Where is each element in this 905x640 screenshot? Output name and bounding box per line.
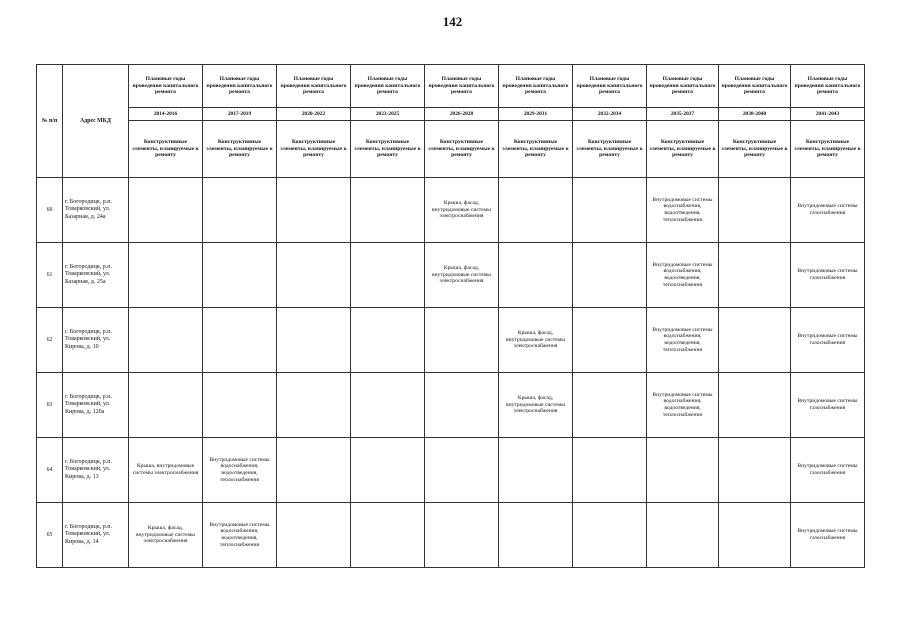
table-row xyxy=(37,503,865,568)
period-header: Плановые годы проведения капитального ремонта xyxy=(791,65,865,108)
address-header: Адрес МКД xyxy=(63,65,129,178)
table-cell: Крыша, фасад, внутридомовые системы электроснабжения xyxy=(129,503,203,568)
table-cell xyxy=(351,373,425,438)
elements-header: Конструктивные элементы, планируемые к ремонту xyxy=(573,121,647,178)
years-header: 2032-2034 xyxy=(573,108,647,121)
table-cell: Внутридомовые системы газоснабжения xyxy=(791,178,865,243)
row-address: г. Богородицк, р.п. Товарковский, ул. Кирова, д. 10 xyxy=(63,308,129,373)
table-cell: Внутридомовые системы газоснабжения xyxy=(791,308,865,373)
table-cell xyxy=(719,308,791,373)
header-row-years xyxy=(37,108,865,121)
table-cell: Внутридомовые системы газоснабжения xyxy=(791,243,865,308)
table-cell xyxy=(203,308,277,373)
table-cell xyxy=(351,308,425,373)
table-cell xyxy=(719,503,791,568)
table-row xyxy=(37,438,865,503)
table-cell xyxy=(277,438,351,503)
period-header: Плановые годы проведения капитального ремонта xyxy=(647,65,719,108)
table-cell: Внутридомовые системы газоснабжения xyxy=(791,373,865,438)
table-cell xyxy=(277,373,351,438)
table-cell xyxy=(203,243,277,308)
table-cell xyxy=(129,178,203,243)
period-header: Плановые годы проведения капитального ремонта xyxy=(425,65,499,108)
table-cell xyxy=(425,438,499,503)
table-cell xyxy=(719,243,791,308)
table-cell: Внутридомовые системы водоснабжения, водоотведения, теплоснабжения xyxy=(203,503,277,568)
years-header: 2014-2016 xyxy=(129,108,203,121)
table-cell xyxy=(573,178,647,243)
table-cell xyxy=(203,178,277,243)
num-header: № п/п xyxy=(37,65,63,178)
row-address: г. Богородицк, р.п. Товарковский, ул. Кирова, д. 13 xyxy=(63,438,129,503)
elements-header: Конструктивные элементы, планируемые к ремонту xyxy=(499,121,573,178)
table-cell: Крыша, фасад, внутридомовые системы электроснабжения xyxy=(499,373,573,438)
table-row xyxy=(37,178,865,243)
table-cell xyxy=(351,438,425,503)
row-address: г. Богородицк, р.п. Товарковский, ул. Кирова, д. 120а xyxy=(63,373,129,438)
years-header: 2020-2022 xyxy=(277,108,351,121)
years-header: 2029-2031 xyxy=(499,108,573,121)
page-number: 142 xyxy=(442,14,463,29)
table-cell: Внутридомовые системы газоснабжения xyxy=(791,438,865,503)
period-header: Плановые годы проведения капитального ремонта xyxy=(351,65,425,108)
table-cell xyxy=(573,438,647,503)
row-number: 65 xyxy=(37,503,63,568)
table-cell xyxy=(129,308,203,373)
table-cell xyxy=(499,243,573,308)
table-cell xyxy=(647,503,719,568)
table-cell xyxy=(203,373,277,438)
table-row xyxy=(37,243,865,308)
elements-header: Конструктивные элементы, планируемые к ремонту xyxy=(425,121,499,178)
table-cell xyxy=(719,178,791,243)
period-header: Плановые годы проведения капитального ремонта xyxy=(203,65,277,108)
table-cell: Внутридомовые системы водоснабжения, водоотведения, теплоснабжения xyxy=(647,308,719,373)
table-cell: Внутридомовые системы водоснабжения, водоотведения, теплоснабжения xyxy=(203,438,277,503)
table-cell xyxy=(719,438,791,503)
elements-header: Конструктивные элементы, планируемые к ремонту xyxy=(277,121,351,178)
row-number: 63 xyxy=(37,373,63,438)
table-cell: Крыша, внутридомовые системы электроснабжения xyxy=(129,438,203,503)
period-header: Плановые годы проведения капитального ремонта xyxy=(277,65,351,108)
table-cell xyxy=(425,503,499,568)
years-header: 2041-2043 xyxy=(791,108,865,121)
table-cell xyxy=(425,373,499,438)
years-header: 2035-2037 xyxy=(647,108,719,121)
table-cell xyxy=(351,243,425,308)
header-row-period xyxy=(37,65,865,108)
row-number: 61 xyxy=(37,243,63,308)
table-cell xyxy=(277,178,351,243)
table-cell xyxy=(277,308,351,373)
row-address: г. Богородицк, р.п. Товарковский, ул. Базарная, д. 25а xyxy=(63,243,129,308)
table-cell: Внутридомовые системы водоснабжения, водоотведения, теплоснабжения xyxy=(647,373,719,438)
table-cell xyxy=(499,438,573,503)
table-cell xyxy=(647,438,719,503)
table-cell xyxy=(719,373,791,438)
table-cell xyxy=(425,308,499,373)
row-number: 60 xyxy=(37,178,63,243)
table-cell: Внутридомовые системы газоснабжения xyxy=(791,503,865,568)
table-cell xyxy=(351,503,425,568)
years-header: 2023-2025 xyxy=(351,108,425,121)
table-cell xyxy=(573,373,647,438)
years-header: 2017-2019 xyxy=(203,108,277,121)
table-cell xyxy=(573,503,647,568)
elements-header: Конструктивные элементы, планируемые к ремонту xyxy=(791,121,865,178)
row-address: г. Богородицк, р.п. Товарковский, ул. Базарная, д. 24а xyxy=(63,178,129,243)
capital-repair-table xyxy=(36,64,865,568)
table-cell xyxy=(129,243,203,308)
elements-header: Конструктивные элементы, планируемые к ремонту xyxy=(351,121,425,178)
elements-header: Конструктивные элементы, планируемые к ремонту xyxy=(719,121,791,178)
elements-header: Конструктивные элементы, планируемые к ремонту xyxy=(203,121,277,178)
row-number: 62 xyxy=(37,308,63,373)
table-cell xyxy=(129,373,203,438)
row-address: г. Богородицк, р.п. Товарковский, ул. Кирова, д. 14 xyxy=(63,503,129,568)
years-header: 2026-2028 xyxy=(425,108,499,121)
table-cell xyxy=(573,308,647,373)
table-cell xyxy=(573,243,647,308)
period-header: Плановые годы проведения капитального ремонта xyxy=(573,65,647,108)
table-cell xyxy=(277,243,351,308)
table-cell xyxy=(499,503,573,568)
table-row xyxy=(37,308,865,373)
table-cell: Крыша, фасад, внутридомовые системы электроснабжения xyxy=(425,178,499,243)
period-header: Плановые годы проведения капитального ремонта xyxy=(719,65,791,108)
period-header: Плановые годы проведения капитального ремонта xyxy=(129,65,203,108)
header-row-elements xyxy=(37,121,865,178)
table-cell: Внутридомовые системы водоснабжения, водоотведения, теплоснабжения xyxy=(647,243,719,308)
table-cell: Внутридомовые системы водоснабжения, водоотведения, теплоснабжения xyxy=(647,178,719,243)
table-cell: Крыша, фасад, внутридомовые системы электроснабжения xyxy=(499,308,573,373)
table-row xyxy=(37,373,865,438)
years-header: 2038-2040 xyxy=(719,108,791,121)
period-header: Плановые годы проведения капитального ремонта xyxy=(499,65,573,108)
table-cell: Крыша, фасад, внутридомовые системы электроснабжения xyxy=(425,243,499,308)
table-cell xyxy=(277,503,351,568)
elements-header: Конструктивные элементы, планируемые к ремонту xyxy=(647,121,719,178)
table-cell xyxy=(499,178,573,243)
row-number: 64 xyxy=(37,438,63,503)
table-cell xyxy=(351,178,425,243)
elements-header: Конструктивные элементы, планируемые к ремонту xyxy=(129,121,203,178)
